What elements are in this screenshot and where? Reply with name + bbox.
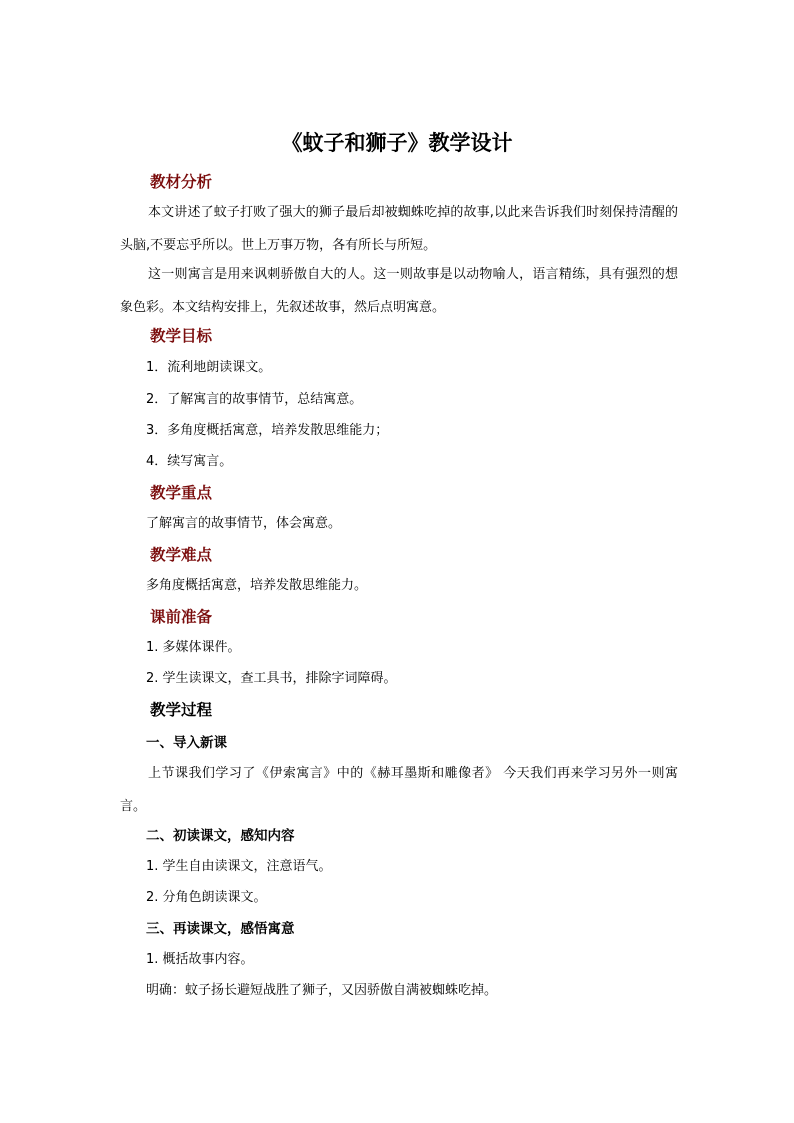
heading-process: 教学过程: [150, 701, 213, 719]
goal-item-2: 2．了解寓言的故事情节，总结寓意。: [146, 392, 363, 407]
heading-preparation: 课前准备: [150, 608, 213, 626]
preparation-item-2: 2. 学生读课文，查工具书，排除字词障碍。: [146, 671, 397, 686]
process-step-2-item-1: 1. 学生自由读课文，注意语气。: [146, 859, 332, 874]
process-step-2-item-2: 2. 分角色朗读课文。: [146, 890, 267, 905]
focus-text: 了解寓言的故事情节，体会寓意。: [146, 516, 342, 531]
process-step-1-text: 上节课我们学习了《伊索寓言》中的《赫耳墨斯和雕像者》 今天我们再来学习另外一则寓言。: [120, 766, 678, 814]
goal-item-1: 1．流利地朗读课文。: [146, 360, 272, 375]
process-step-1-heading: 一、导入新课: [146, 735, 227, 751]
heading-goals: 教学目标: [150, 327, 213, 345]
heading-analysis: 教材分析: [150, 173, 213, 191]
difficulty-text: 多角度概括寓意，培养发散思维能力。: [146, 578, 368, 593]
preparation-item-1: 1. 多媒体课件。: [146, 640, 241, 655]
heading-difficulty: 教学难点: [150, 546, 213, 564]
goal-item-4: 4．续写寓言。: [146, 454, 233, 469]
goal-item-3: 3．多角度概括寓意，培养发散思维能力；: [146, 423, 389, 438]
analysis-paragraph-1: 本文讲述了蚊子打败了强大的狮子最后却被蜘蛛吃掉的故事,以此来告诉我们时刻保持清醒的头脑,不要忘乎所以。世上万事万物，各有所长与所短。: [120, 205, 678, 253]
document-title: 《蚊子和狮子》教学设计: [281, 130, 513, 155]
process-step-2-heading: 二、初读课文，感知内容: [146, 828, 295, 844]
process-step-3-item-1: 1. 概括故事内容。: [146, 952, 254, 967]
process-step-3-item-2: 明确：蚊子扬长避短战胜了狮子，又因骄傲自满被蜘蛛吃掉。: [146, 983, 498, 998]
analysis-paragraph-2: 这一则寓言是用来讽刺骄傲自大的人。这一则故事是以动物喻人，语言精练，具有强烈的想象色彩。本文结构安排上，先叙述故事，然后点明寓意。: [120, 267, 678, 315]
process-step-3-heading: 三、再读课文，感悟寓意: [146, 921, 295, 937]
heading-focus: 教学重点: [150, 484, 213, 502]
